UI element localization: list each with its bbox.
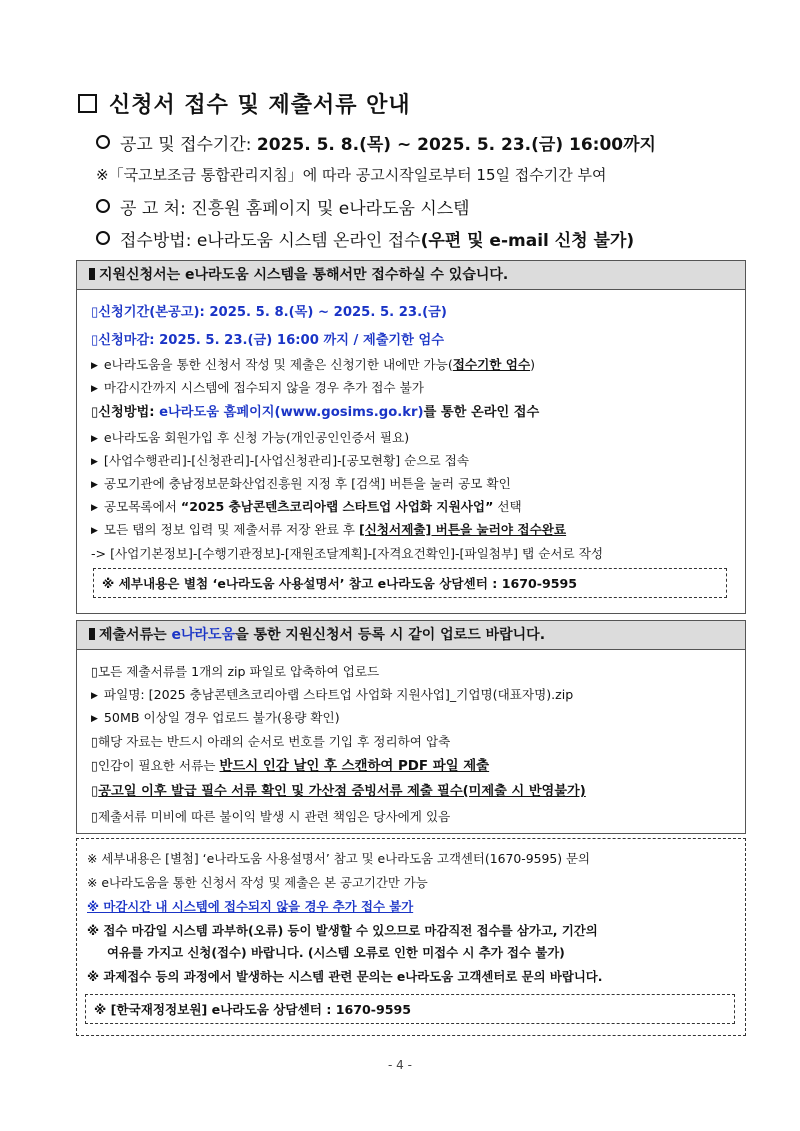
documents-panel bbox=[76, 620, 746, 834]
doc-row-7: ▯제출서류 미비에 따른 불이익 발생 시 관련 책임은 당사에게 있음 bbox=[91, 809, 451, 824]
period-line bbox=[96, 130, 656, 155]
note-4a: ※ 접수 마감일 시스템 과부하(오류) 등이 발생할 수 있으므로 마감직전 접수를 삼가고, 기간의 bbox=[87, 923, 598, 938]
documents-header-blue: e나라도움 bbox=[171, 627, 236, 643]
checkbox-square-icon bbox=[78, 94, 97, 113]
circle-bullet-icon bbox=[96, 135, 110, 149]
deadline-text: 신청마감: 2025. 5. 23.(금) 16:00 까지 / 제출기한 엄수 bbox=[98, 333, 444, 348]
method-bold: (우편 및 e-mail 신청 불가) bbox=[420, 231, 635, 251]
place-line bbox=[96, 194, 470, 219]
deadline-detail-2 bbox=[91, 377, 424, 396]
method-step-2 bbox=[91, 450, 469, 469]
r3-text: 50MB 이상일 경우 업로드 불가(용량 확인) bbox=[103, 710, 340, 725]
triangle-bullet-icon: ▶ bbox=[91, 714, 98, 724]
triangle-bullet-icon: ▶ bbox=[91, 384, 98, 394]
application-panel-header bbox=[77, 261, 745, 290]
m5-pre: 모든 탭의 정보 입력 및 제출서류 저장 완료 후 bbox=[103, 522, 359, 537]
method-pre: 신청방법: bbox=[98, 405, 160, 420]
r4-text: 해당 자료는 반드시 아래의 순서로 번호를 기입 후 정리하여 압축 bbox=[97, 734, 451, 749]
circle-bullet-icon bbox=[96, 231, 110, 245]
d1-post: ) bbox=[530, 357, 536, 372]
d1-underline: 접수기한 엄수 bbox=[452, 357, 531, 372]
m1-text: e나라도움 회원가입 후 신청 가능(개인공인인증서 필요) bbox=[103, 430, 410, 445]
d2-text: 마감시간까지 시스템에 접수되지 않을 경우 추가 접수 불가 bbox=[103, 380, 424, 395]
m4-pre: 공모목록에서 bbox=[103, 499, 181, 514]
documents-header-post: 을 통한 지원신청서 등록 시 같이 업로드 바랍니다. bbox=[235, 627, 546, 643]
doc-row-6: ▯공고일 이후 발급 필수 서류 확인 및 가산점 증빙서류 제출 필수(미제출 시 반영불가) bbox=[91, 784, 586, 799]
method-step-6: -> [사업기본정보]-[수행기관정보]-[재원조달계획]-[자격요건확인]-[파일첨부] 탭 순서로 작성 bbox=[91, 546, 604, 561]
method-line bbox=[96, 226, 634, 251]
page-number: - 4 - bbox=[388, 1058, 412, 1072]
doc-row-2 bbox=[91, 684, 573, 703]
apply-period: ▯신청기간(본공고): 2025. 5. 8.(목) ~ 2025. 5. 23.(금) bbox=[91, 305, 447, 320]
triangle-bullet-icon: ▶ bbox=[91, 503, 98, 513]
note-4b: 여유를 가지고 신청(접수) 바랍니다. (시스템 오류로 인한 미접수 시 추가 접수 불가) bbox=[107, 945, 565, 960]
period-value: 2025. 5. 8.(목) ~ 2025. 5. 23.(금) 16:00까지 bbox=[256, 135, 656, 155]
triangle-bullet-icon: ▶ bbox=[91, 691, 98, 701]
section-title-text: 신청서 접수 및 제출서류 안내 bbox=[109, 93, 411, 118]
r5-pre: 인감이 필요한 서류는 bbox=[97, 758, 220, 773]
r5-underline: 반드시 인감 날인 후 스캔하여 PDF 파일 제출 bbox=[219, 759, 490, 774]
method-step-4 bbox=[91, 496, 522, 515]
apply-period-text: 신청기간(본공고): 2025. 5. 8.(목) ~ 2025. 5. 23.(금) bbox=[98, 305, 447, 320]
method-label: 접수방법: e나라도움 시스템 온라인 접수 bbox=[120, 231, 421, 251]
m4-bold: “2025 충남콘텐츠코리아랩 스타트업 사업화 지원사업” bbox=[180, 499, 494, 514]
doc-row-1: ▯모든 제출서류를 1개의 zip 파일로 압축하여 업로드 bbox=[91, 664, 380, 679]
apply-method: ▯신청방법: e나라도움 홈페이지(www.gosims.go.kr)를 통한 온라인 접수 bbox=[91, 405, 540, 420]
r6-text: 공고일 이후 발급 필수 서류 확인 및 가산점 증빙서류 제출 필수(미제출 시 반영불가) bbox=[98, 784, 586, 799]
m2-text: [사업수행관리]-[신청관리]-[사업신청관리]-[공모현황] 순으로 접속 bbox=[103, 453, 470, 468]
documents-header-pre: 제출서류는 bbox=[99, 627, 172, 643]
documents-panel-header bbox=[77, 621, 745, 650]
period-label: 공고 및 접수기간: bbox=[120, 135, 257, 155]
section-title bbox=[78, 88, 411, 119]
notes-box bbox=[76, 838, 746, 1036]
method-step-5 bbox=[91, 519, 566, 538]
note-3: ※ 마감시간 내 시스템에 접수되지 않을 경우 추가 접수 불가 bbox=[87, 899, 414, 914]
deadline-detail-1 bbox=[91, 354, 535, 373]
doc-row-5: ▯인감이 필요한 서류는 반드시 인감 날인 후 스캔하여 PDF 파일 제출 bbox=[91, 758, 490, 774]
square-marker-icon bbox=[89, 268, 95, 280]
deadline: ▯신청마감: 2025. 5. 23.(금) 16:00 까지 / 제출기한 엄수 bbox=[91, 333, 444, 348]
triangle-bullet-icon: ▶ bbox=[91, 526, 98, 536]
application-panel-title: 지원신청서는 e나라도움 시스템을 통해서만 접수하실 수 있습니다. bbox=[99, 267, 509, 283]
method-step-1 bbox=[91, 427, 409, 446]
r1-text: 모든 제출서류를 1개의 zip 파일로 압축하여 업로드 bbox=[97, 664, 380, 679]
doc-row-3 bbox=[91, 707, 340, 726]
doc-row-4: ▯해당 자료는 반드시 아래의 순서로 번호를 기입 후 정리하여 압축 bbox=[91, 734, 451, 749]
square-marker-icon bbox=[89, 628, 95, 640]
method-step-3 bbox=[91, 473, 511, 492]
m4-post: 선택 bbox=[493, 499, 522, 514]
triangle-bullet-icon: ▶ bbox=[91, 361, 98, 371]
place-text: 공 고 처: 진흥원 홈페이지 및 e나라도움 시스템 bbox=[120, 199, 470, 219]
period-note: ※「국고보조금 통합관리지침」에 따라 공고시작일로부터 15일 접수기간 부여 bbox=[96, 166, 607, 184]
r7-text: 제출서류 미비에 따른 불이익 발생 시 관련 책임은 당사에게 있음 bbox=[97, 809, 451, 824]
note-5: ※ 과제접수 등의 과정에서 발생하는 시스템 관련 문의는 e나라도움 고객센터로 문의 바랍니다. bbox=[87, 969, 603, 984]
note-1: ※ 세부내용은 [별첨] ‘e나라도움 사용설명서’ 참고 및 e나라도움 고객센터(1670-9595) 문의 bbox=[87, 851, 590, 866]
application-info-panel bbox=[76, 260, 746, 614]
r2-text: 파일명: [2025 충남콘텐츠코리아랩 스타트업 사업화 지원사업]_기업명(대표자명).zip bbox=[103, 687, 574, 702]
m3-text: 공모기관에 충남정보문화산업진흥원 지정 후 [검색] 버튼을 눌러 공모 확인 bbox=[103, 476, 511, 491]
triangle-bullet-icon: ▶ bbox=[91, 457, 98, 467]
m5-underline: [신청서제출] 버튼을 눌러야 접수완료 bbox=[358, 522, 567, 537]
circle-bullet-icon bbox=[96, 199, 110, 213]
d1-pre: e나라도움을 통한 신청서 작성 및 제출은 신청기한 내에만 가능( bbox=[103, 357, 453, 372]
box1-dashed-note: ※ 세부내용은 별첨 ‘e나라도움 사용설명서’ 참고 e나라도움 상담센터 : 1670-9595 bbox=[93, 568, 727, 598]
triangle-bullet-icon: ▶ bbox=[91, 480, 98, 490]
method-post: 를 통한 온라인 접수 bbox=[423, 405, 540, 420]
note-2: ※ e나라도움을 통한 신청서 작성 및 제출은 본 공고기간만 가능 bbox=[87, 875, 428, 890]
triangle-bullet-icon: ▶ bbox=[91, 434, 98, 444]
contact-box: ※ [한국재정정보원] e나라도움 상담센터 : 1670-9595 bbox=[85, 994, 735, 1024]
gosims-link[interactable]: e나라도움 홈페이지(www.gosims.go.kr) bbox=[159, 405, 424, 420]
